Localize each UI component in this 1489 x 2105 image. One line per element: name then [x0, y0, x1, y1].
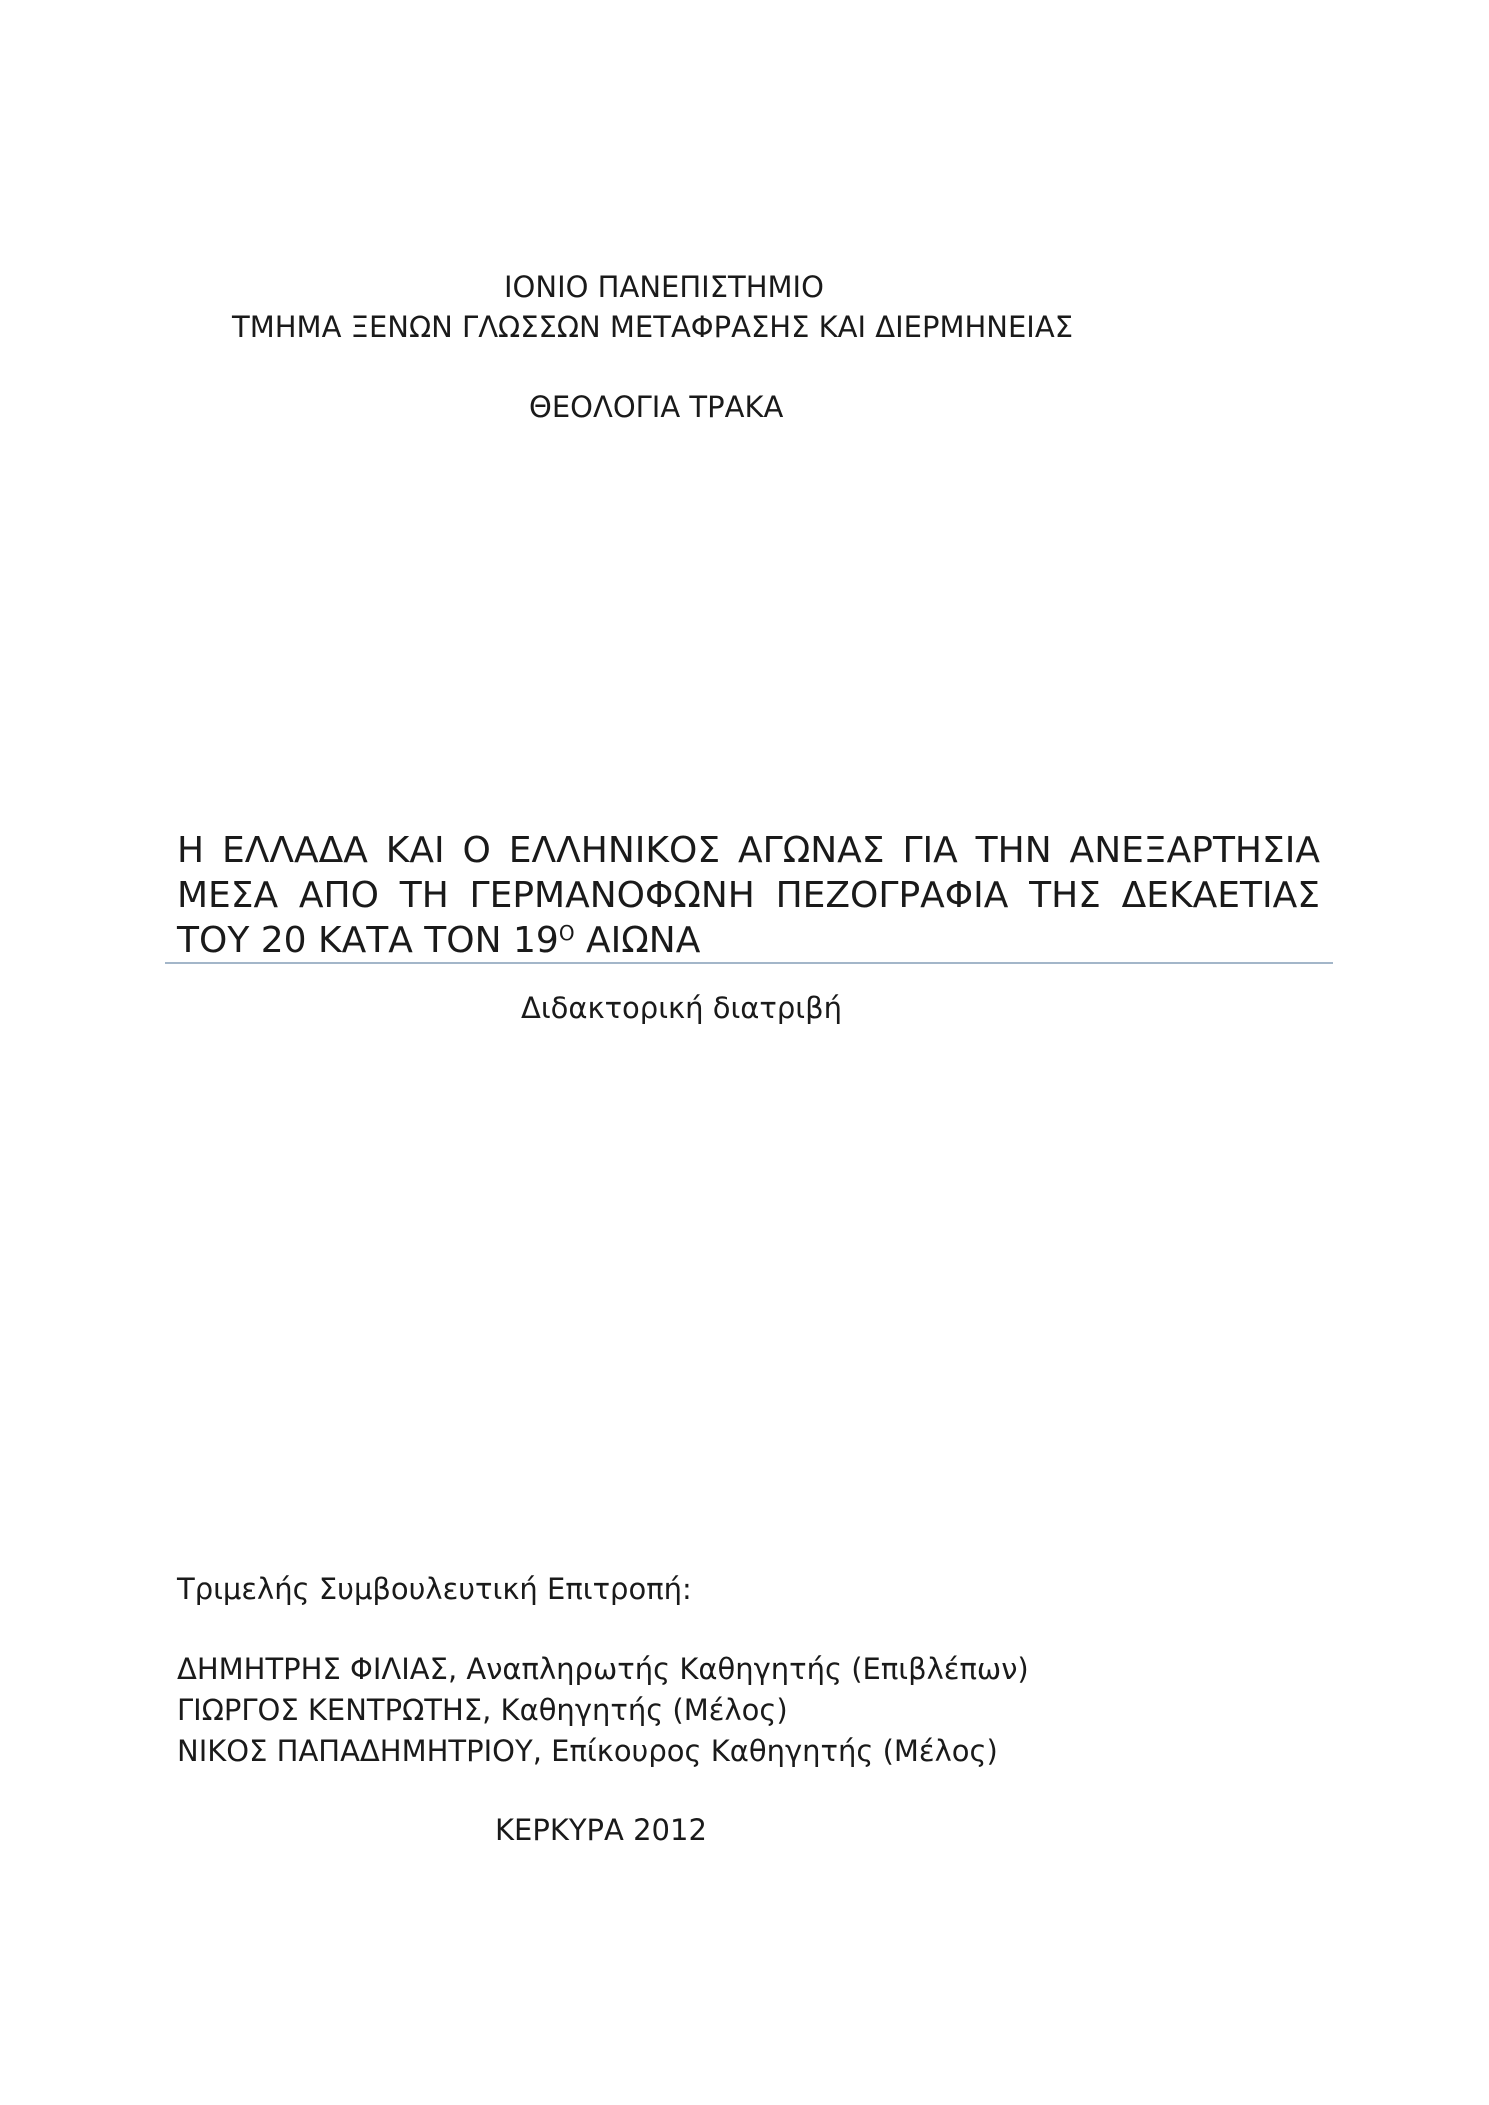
committee-member-2: ΓΙΩΡΓΟΣ ΚΕΝΤΡΩΤΗΣ, Καθηγητής (Μέλος) — [177, 1693, 788, 1727]
committee-member-1: ΔΗΜΗΤΡΗΣ ΦΙΛΙΑΣ, Αναπληρωτής Καθηγητής (Επιβλέπων) — [177, 1652, 1029, 1686]
thesis-title-superscript: Ο — [558, 921, 575, 945]
author-name: ΘΕΟΛΟΓΙΑ ΤΡΑΚΑ — [529, 390, 784, 424]
thesis-title-line-2: ΜΕΣΑ ΑΠΟ ΤΗ ΓΕΡΜΑΝΟΦΩΝΗ ΠΕΖΟΓΡΑΦΙΑ ΤΗΣ ΔΕΚΑΕΤΙΑΣ — [177, 875, 1320, 916]
place-and-year: ΚΕΡΚΥΡΑ 2012 — [495, 1813, 707, 1847]
thesis-title-line-1: Η ΕΛΛΑΔΑ ΚΑΙ Ο ΕΛΛΗΝΙΚΟΣ ΑΓΩΝΑΣ ΓΙΑ ΤΗΝ ΑΝΕΞΑΡΤΗΣΙΑ — [177, 830, 1320, 871]
committee-heading: Τριμελής Συμβουλευτική Επιτροπή: — [177, 1572, 692, 1606]
university-name: ΙΟΝΙΟ ΠΑΝΕΠΙΣΤΗΜΙΟ — [504, 270, 824, 304]
title-underline-rule — [165, 962, 1333, 964]
document-type: Διδακτορική διατριβή — [521, 991, 842, 1025]
thesis-title-line-3-main: ΤΟΥ 20 ΚΑΤΑ ΤΟΝ 19 — [177, 920, 559, 961]
department-name: ΤΜΗΜΑ ΞΕΝΩΝ ΓΛΩΣΣΩΝ ΜΕΤΑΦΡΑΣΗΣ ΚΑΙ ΔΙΕΡΜΗΝΕΙΑΣ — [232, 310, 1074, 344]
committee-member-3: ΝΙΚΟΣ ΠΑΠΑΔΗΜΗΤΡΙΟΥ, Επίκουρος Καθηγητής (Μέλος) — [177, 1734, 998, 1768]
thesis-title-line-3-end: ΑΙΩΝΑ — [574, 920, 701, 961]
thesis-title-line-3 — [177, 920, 701, 961]
